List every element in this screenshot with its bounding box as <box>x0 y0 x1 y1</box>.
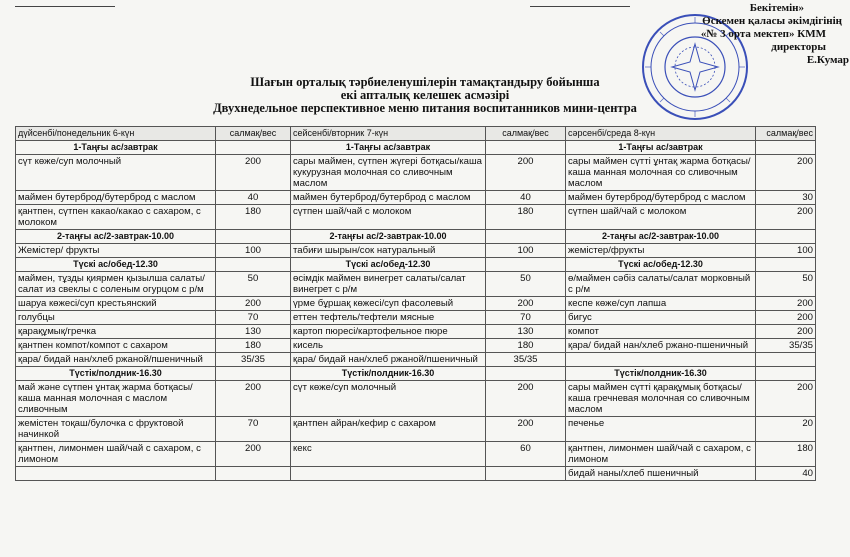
table-row <box>16 155 816 191</box>
dish-cell: компот <box>566 325 756 339</box>
dish-cell: сары маймен сүтті қарақұмық ботқасы/каша гречневая молочная со сливочным маслом <box>566 381 756 417</box>
weight-cell: 60 <box>486 442 566 467</box>
dish-cell: үрме бұршақ көжесі/суп фасолевый <box>291 297 486 311</box>
dish-cell: 2-таңғы ас/2-завтрак-10.00 <box>16 230 216 244</box>
dish-cell: кисель <box>291 339 486 353</box>
signature-line-right <box>530 6 630 7</box>
header-day-3: сәрсенбі/среда 8-күн <box>566 127 756 141</box>
approval-block <box>652 2 850 67</box>
weight-cell: 130 <box>486 325 566 339</box>
header-weight-2: салмақ/вес <box>486 127 566 141</box>
weight-cell <box>756 353 816 367</box>
weight-cell: 200 <box>756 325 816 339</box>
dish-cell: Түстік/полдник-16.30 <box>566 367 756 381</box>
dish-cell: қантпен, сүтпен какао/какао с сахаром, с молоком <box>16 205 216 230</box>
dish-cell: ө/маймен сәбіз салаты/салат морковный с р/м <box>566 272 756 297</box>
approval-line-5: Е.Кумар <box>806 54 849 66</box>
approval-line-2: Өскемен қаласы әкімдігінің <box>702 15 842 27</box>
dish-cell: картоп пюресі/картофельное пюре <box>291 325 486 339</box>
dish-cell: сүтпен шай/чай с молоком <box>291 205 486 230</box>
dish-cell: 1-Таңғы ас/завтрак <box>566 141 756 155</box>
dish-cell: қантпен компот/компот с сахаром <box>16 339 216 353</box>
header-day-2: сейсенбі/вторник 7-күн <box>291 127 486 141</box>
weight-cell: 200 <box>756 311 816 325</box>
dish-cell: кекс <box>291 442 486 467</box>
approval-line-3: «№ 3 орта мектеп» КММ <box>700 28 826 40</box>
dish-cell: сүт көже/суп молочный <box>291 381 486 417</box>
weight-cell: 180 <box>216 339 291 353</box>
dish-cell: 1-Таңғы ас/завтрак <box>16 141 216 155</box>
weight-cell: 180 <box>756 442 816 467</box>
dish-cell: шаруа көжесі/суп крестьянский <box>16 297 216 311</box>
dish-cell: сары маймен, сүтпен жүгері ботқасы/каша кукурузная молочная со сливочным маслом <box>291 155 486 191</box>
weight-cell <box>486 141 566 155</box>
dish-cell: өсімдік маймен винегрет салаты/салат винегрет с р/м <box>291 272 486 297</box>
title-line-2: екі апталық келешек асмәзірі <box>340 88 510 102</box>
weight-cell <box>216 367 291 381</box>
dish-cell: қантпен айран/кефир с сахаром <box>291 417 486 442</box>
weight-cell: 200 <box>216 297 291 311</box>
table-row <box>16 205 816 230</box>
title-line-3: Двухнедельное перспективное меню питания воспитанников мини-центра <box>213 101 637 115</box>
table-row <box>16 191 816 205</box>
dish-cell: Жемістер/ фрукты <box>16 244 216 258</box>
dish-cell: сүтпен шай/чай с молоком <box>566 205 756 230</box>
weight-cell: 35/35 <box>756 339 816 353</box>
dish-cell <box>566 353 756 367</box>
weight-cell: 50 <box>486 272 566 297</box>
weight-cell: 130 <box>216 325 291 339</box>
dish-cell: қара/ бидай нан/хлеб ржано-пшеничный <box>566 339 756 353</box>
weight-cell: 200 <box>486 417 566 442</box>
header-day-1: дүйсенбі/понедельник 6-күн <box>16 127 216 141</box>
menu-table <box>15 126 816 481</box>
weight-cell <box>216 467 291 481</box>
dish-cell: маймен бутерброд/бутерброд с маслом <box>291 191 486 205</box>
table-row <box>16 311 816 325</box>
weight-cell: 100 <box>756 244 816 258</box>
weight-cell <box>216 141 291 155</box>
weight-cell: 20 <box>756 417 816 442</box>
table-row <box>16 244 816 258</box>
table-row <box>16 272 816 297</box>
approval-line-1: Бекітемін» <box>749 2 804 14</box>
dish-cell: Түскі ас/обед-12.30 <box>566 258 756 272</box>
weight-cell <box>216 258 291 272</box>
dish-cell <box>291 467 486 481</box>
dish-cell <box>16 467 216 481</box>
weight-cell <box>486 258 566 272</box>
dish-cell: қантпен, лимонмен шай/чай с сахаром, с лимоном <box>16 442 216 467</box>
table-row <box>16 325 816 339</box>
weight-cell: 180 <box>486 339 566 353</box>
dish-cell: бидай наны/хлеб пшеничный <box>566 467 756 481</box>
weight-cell: 50 <box>216 272 291 297</box>
dish-cell: қантпен, лимонмен шай/чай с сахаром, с лимоном <box>566 442 756 467</box>
dish-cell: қарақұмық/гречка <box>16 325 216 339</box>
weight-cell <box>486 230 566 244</box>
weight-cell: 100 <box>486 244 566 258</box>
approval-line-4: директоры <box>771 41 826 53</box>
dish-cell: 2-таңғы ас/2-завтрак-10.00 <box>291 230 486 244</box>
weight-cell: 40 <box>486 191 566 205</box>
table-header-row <box>16 127 816 141</box>
dish-cell: Түскі ас/обед-12.30 <box>291 258 486 272</box>
dish-cell: 1-Таңғы ас/завтрак <box>291 141 486 155</box>
dish-cell: 2-таңғы ас/2-завтрак-10.00 <box>566 230 756 244</box>
weight-cell <box>756 258 816 272</box>
weight-cell: 40 <box>756 467 816 481</box>
table-row <box>16 467 816 481</box>
dish-cell: маймен бутерброд/бутерброд с маслом <box>566 191 756 205</box>
weight-cell: 35/35 <box>486 353 566 367</box>
weight-cell: 70 <box>216 311 291 325</box>
dish-cell: жемістен тоқаш/булочка с фруктовой начинкой <box>16 417 216 442</box>
weight-cell <box>756 230 816 244</box>
dish-cell: голубцы <box>16 311 216 325</box>
dish-cell: маймен бутерброд/бутерброд с маслом <box>16 191 216 205</box>
weight-cell: 40 <box>216 191 291 205</box>
dish-cell: жемістер/фрукты <box>566 244 756 258</box>
dish-cell: табиғи шырын/сок натуральный <box>291 244 486 258</box>
dish-cell: печенье <box>566 417 756 442</box>
title-line-1: Шағын орталық тәрбиеленушілерін тамақтандыру бойынша <box>250 75 600 89</box>
dish-cell: маймен, тұзды қиярмен қызылша салаты/салат из свеклы с соленым огурцом с р/м <box>16 272 216 297</box>
dish-cell: қара/ бидай нан/хлеб ржаной/пшеничный <box>16 353 216 367</box>
weight-cell: 70 <box>486 311 566 325</box>
signature-line-left <box>15 6 115 7</box>
weight-cell: 200 <box>216 442 291 467</box>
weight-cell <box>756 367 816 381</box>
weight-cell: 50 <box>756 272 816 297</box>
weight-cell: 180 <box>486 205 566 230</box>
dish-cell: май және сүтпен ұнтақ жарма ботқасы/каша манная молочная с маслом сливочным <box>16 381 216 417</box>
header-weight-3: салмақ/вес <box>756 127 816 141</box>
dish-cell: еттен тефтель/тефтели мясные <box>291 311 486 325</box>
dish-cell: сүт көже/суп молочный <box>16 155 216 191</box>
meal-section-row <box>16 141 816 155</box>
weight-cell: 200 <box>756 297 816 311</box>
weight-cell: 200 <box>216 381 291 417</box>
table-row <box>16 297 816 311</box>
weight-cell: 30 <box>756 191 816 205</box>
weight-cell: 200 <box>486 155 566 191</box>
weight-cell: 100 <box>216 244 291 258</box>
weight-cell: 70 <box>216 417 291 442</box>
dish-cell: Түстік/полдник-16.30 <box>16 367 216 381</box>
dish-cell: сары маймен сүтті ұнтақ жарма ботқасы/каша манная молочная со сливочным маслом <box>566 155 756 191</box>
weight-cell <box>486 467 566 481</box>
weight-cell <box>756 141 816 155</box>
table-row <box>16 339 816 353</box>
weight-cell <box>486 367 566 381</box>
weight-cell: 200 <box>756 381 816 417</box>
weight-cell: 200 <box>486 297 566 311</box>
weight-cell <box>216 230 291 244</box>
table-row <box>16 442 816 467</box>
dish-cell: Түскі ас/обед-12.30 <box>16 258 216 272</box>
weight-cell: 200 <box>486 381 566 417</box>
dish-cell: қара/ бидай нан/хлеб ржаной/пшеничный <box>291 353 486 367</box>
weight-cell: 200 <box>216 155 291 191</box>
dish-cell: бигус <box>566 311 756 325</box>
meal-section-row <box>16 367 816 381</box>
weight-cell: 180 <box>216 205 291 230</box>
weight-cell: 200 <box>756 155 816 191</box>
header-weight-1: салмақ/вес <box>216 127 291 141</box>
weight-cell: 200 <box>756 205 816 230</box>
table-row <box>16 381 816 417</box>
table-row <box>16 417 816 442</box>
meal-section-row <box>16 230 816 244</box>
dish-cell: Түстік/полдник-16.30 <box>291 367 486 381</box>
table-row <box>16 353 816 367</box>
dish-cell: кеспе көже/суп лапша <box>566 297 756 311</box>
weight-cell: 35/35 <box>216 353 291 367</box>
meal-section-row <box>16 258 816 272</box>
